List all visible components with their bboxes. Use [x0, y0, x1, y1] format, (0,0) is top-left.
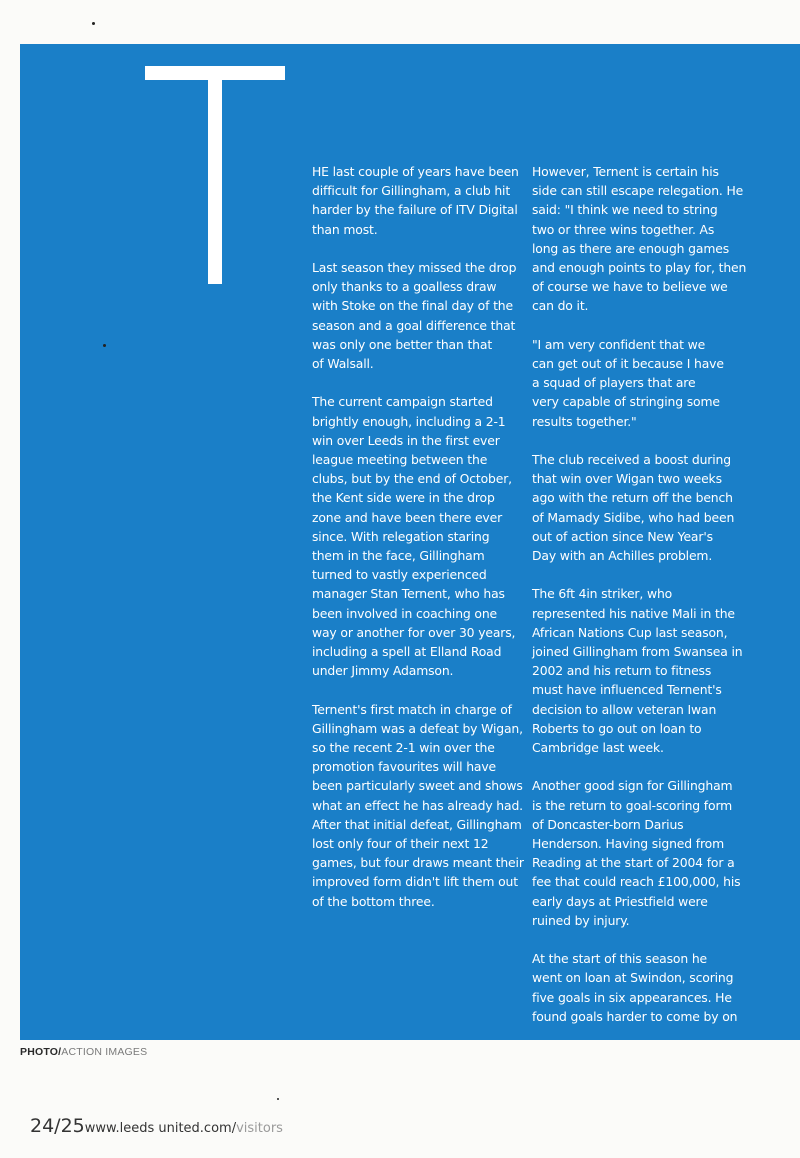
- photo-credit-source: ACTION IMAGES: [61, 1046, 148, 1058]
- article-column-right: [532, 162, 772, 1045]
- page-footer: [30, 1115, 283, 1137]
- footer-url-section: visitors: [236, 1121, 283, 1136]
- page-numbers: 24/25: [30, 1115, 85, 1137]
- paragraph: However, Ternent is certain his side can still escape relegation. He said: "I think we need to string two or three wins together. As long as there are enough games and enough points to play for, then of course we have to believe we can do it.: [532, 164, 747, 314]
- print-speck: [103, 344, 106, 347]
- paragraph: Last season they missed the drop only thanks to a goalless draw with Stoke on the final day of the season and a goal difference that was only one better than that of Walsall.: [312, 260, 517, 372]
- paragraph: The current campaign started brightly enough, including a 2-1 win over Leeds in the first ever league meeting between the clubs, but by the end of October, the Kent side were in the drop zone and have been there ever since. With relegation staring them in the face, Gillingham turned to vastly experienced manager Stan Ternent, who has been involved in coaching one way or another for over 30 years, including a spell at Elland Road under Jimmy Adamson.: [312, 394, 516, 679]
- article-column-left: [312, 162, 524, 930]
- drop-cap-letter: [145, 66, 285, 284]
- paragraph: HE last couple of years have been difficult for Gillingham, a club hit harder by the failure of ITV Digital than most.: [312, 164, 519, 237]
- paragraph: Another good sign for Gillingham is the return to goal-scoring form of Doncaster-born Darius Henderson. Having signed from Reading at the start of 2004 for a fee that could reach £100,000, his early days at Priestfield were ruined by injury.: [532, 778, 741, 928]
- print-speck: [92, 22, 95, 25]
- paragraph: At the start of this season he went on loan at Swindon, scoring five goals in six appearances. He found goals harder to come by on: [532, 951, 738, 1024]
- photo-credit: [20, 1046, 147, 1058]
- photo-credit-label: PHOTO/: [20, 1046, 62, 1058]
- paragraph: "I am very confident that we can get out of it because I have a squad of players that are very capable of stringing some results together.": [532, 336, 724, 429]
- print-speck: [277, 1098, 279, 1100]
- paragraph: Ternent's first match in charge of Gillingham was a defeat by Wigan, so the recent 2-1 win over the promotion favourites will have been particularly sweet and shows what an effect he has already had. After that initial defeat, Gillingham lost only four of their next 12 games, but four draws meant their improved form didn't lift them out of the bottom three.: [312, 701, 524, 909]
- footer-url: www.leeds united.com/: [84, 1121, 237, 1136]
- paragraph: The 6ft 4in striker, who represented his native Mali in the African Nations Cup last season, joined Gillingham from Swansea in 2002 and his return to fitness must have influenced Ternent's decision to allow veteran Iwan Roberts to go out on loan to Cambridge last week.: [532, 586, 743, 756]
- paragraph: The club received a boost during that win over Wigan two weeks ago with the return off the bench of Mamady Sidibe, who had been out of action since New Year's Day with an Achilles problem.: [532, 452, 735, 564]
